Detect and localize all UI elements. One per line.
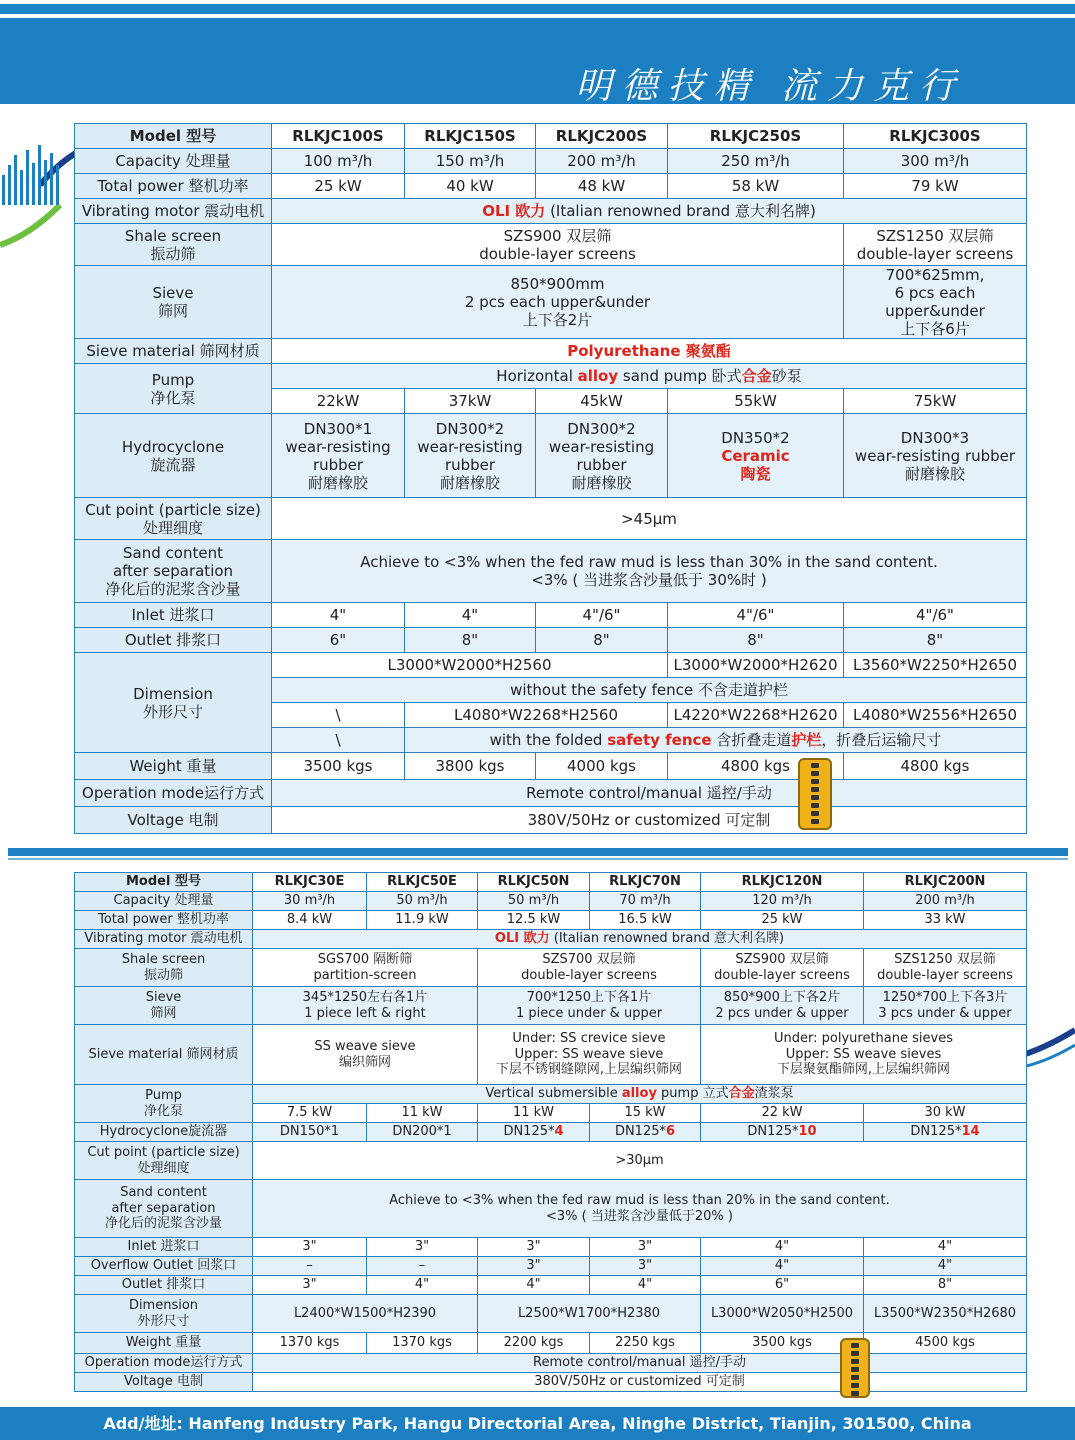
weight-value: 3500 kgs (701, 1333, 864, 1354)
dimension-value: L4220*W2268*H2620 (668, 703, 844, 728)
label-pump: Pump 净化泵 (75, 1085, 253, 1123)
dimension-value: L3000*W2000*H2560 (272, 653, 668, 678)
fence-note-text: 含折叠走道 (711, 731, 792, 749)
dimension-na: \ (272, 728, 405, 753)
voltage-value: 380V/50Hz or customized 可定制 (272, 807, 1027, 834)
shale-screen-value: SZS900 双层筛 double-layer screens (701, 949, 864, 987)
inlet-value: 4" (701, 1238, 864, 1257)
sieve-value: 850*900mm 2 pcs each upper&under 上下各2片 (272, 266, 844, 339)
pump-power: 37kW (405, 389, 536, 414)
inlet-value: 4"/6" (536, 603, 668, 628)
capacity-value: 100 m³/h (272, 149, 405, 174)
model-name: RLKJC200S (536, 124, 668, 149)
hydrocyclone-value: DN200*1 (367, 1123, 478, 1142)
remote-control-icon (840, 1338, 870, 1398)
inlet-value: 4" (405, 603, 536, 628)
label-sand-content: Sand content after separation 净化后的泥浆含沙量 (75, 540, 272, 603)
inlet-value: 3" (367, 1238, 478, 1257)
power-value: 48 kW (536, 174, 668, 199)
dimension-value: L2400*W1500*H2390 (253, 1295, 478, 1333)
dimension-note: without the safety fence 不含走道护栏 (272, 678, 1027, 703)
pump-type-text: pump 立式 (656, 1086, 729, 1102)
label-sieve: Sieve 筛网 (75, 987, 253, 1025)
label-sieve-material: Sieve material 筛网材质 (75, 339, 272, 364)
capacity-value: 30 m³/h (253, 892, 367, 911)
outlet-value: 6" (701, 1276, 864, 1295)
power-value: 58 kW (668, 174, 844, 199)
pump-power: 55kW (668, 389, 844, 414)
pump-type-text: 渣浆泵 (754, 1086, 794, 1102)
pump-power: 7.5 kW (253, 1104, 367, 1123)
dimension-value: L4080*W2268*H2560 (405, 703, 668, 728)
outlet-value: 8" (405, 628, 536, 653)
power-value: 33 kW (864, 911, 1027, 930)
dimension-na: \ (272, 703, 405, 728)
model-name: RLKJC300S (844, 124, 1027, 149)
label-capacity: Capacity 处理量 (75, 892, 253, 911)
label-cut-point: Cut point (particle size) 处理细度 (75, 498, 272, 540)
sieve-value: 700*1250上下各1片 1 piece under & upper (478, 987, 701, 1025)
dimension-value: L3560*W2250*H2650 (844, 653, 1027, 678)
capacity-value: 250 m³/h (668, 149, 844, 174)
label-outlet: Outlet 排浆口 (75, 1276, 253, 1295)
power-value: 12.5 kW (478, 911, 590, 930)
brand-name: OLI 欧力 (482, 202, 546, 220)
sieve-value: 850*900上下各2片 2 pcs under & upper (701, 987, 864, 1025)
hydrocyclone-count: 6 (666, 1124, 676, 1140)
fence-highlight: safety fence (607, 731, 712, 749)
label-sand-content: Sand content after separation 净化后的泥浆含沙量 (75, 1180, 253, 1238)
weight-value: 4800 kgs (668, 753, 844, 780)
pump-power: 75kW (844, 389, 1027, 414)
pump-type-text: 砂泵 (771, 367, 802, 385)
shale-screen-value: SZS1250 双层筛 double-layer screens (864, 949, 1027, 987)
brand-name: OLI 欧力 (494, 931, 550, 947)
vibrating-motor-value (272, 199, 1027, 224)
sieve-material-value: SS weave sieve 编织筛网 (253, 1025, 478, 1085)
company-address: Add/地址: Hanfeng Industry Park, Hangu Directorial Area, Ninghe District, Tianjin, 301500, China (103, 1414, 972, 1433)
hydrocyclone-material: Ceramic 陶瓷 (721, 446, 790, 483)
power-value: 8.4 kW (253, 911, 367, 930)
pump-type-text: sand pump 卧式 (618, 367, 742, 385)
capacity-value: 50 m³/h (367, 892, 478, 911)
capacity-value: 120 m³/h (701, 892, 864, 911)
brand-note: (Italian renowned brand 意大利名牌) (545, 202, 816, 220)
pump-type (272, 364, 1027, 389)
label-operation-mode: Operation mode运行方式 (75, 780, 272, 807)
model-name: RLKJC100S (272, 124, 405, 149)
pump-alloy-highlight: alloy (577, 367, 619, 385)
sand-content-value: Achieve to <3% when the fed raw mud is less than 20% in the sand content. <3% ( 当进浆含沙量低于20% ) (253, 1180, 1027, 1238)
pump-alloy-highlight-cn: 合金 (728, 1086, 755, 1102)
sieve-material-value: Polyurethane 聚氨酯 (272, 339, 1027, 364)
capacity-value: 150 m³/h (405, 149, 536, 174)
outlet-value: 4" (478, 1276, 590, 1295)
hydrocyclone-value (701, 1123, 864, 1142)
dimension-value: L4080*W2556*H2650 (844, 703, 1027, 728)
label-hydrocyclone: Hydrocyclone 旋流器 (75, 414, 272, 498)
hydrocyclone-count: 4 (554, 1124, 564, 1140)
dimension-value: L3000*W2000*H2620 (668, 653, 844, 678)
pump-type-text: Vertical submersible (485, 1086, 622, 1102)
shale-screen-value: SGS700 隔断筛 partition-screen (253, 949, 478, 987)
fence-note-text: ，折叠后运输尺寸 (821, 731, 942, 749)
hydrocyclone-spec: DN350*2 (721, 428, 790, 447)
outlet-value: 8" (844, 628, 1027, 653)
label-inlet: Inlet 进浆口 (75, 603, 272, 628)
outlet-value: 4" (590, 1276, 701, 1295)
capacity-value: 300 m³/h (844, 149, 1027, 174)
pump-power: 22 kW (701, 1104, 864, 1123)
outlet-value: 4" (367, 1276, 478, 1295)
inlet-value: 4"/6" (668, 603, 844, 628)
inlet-value: 4" (272, 603, 405, 628)
weight-value: 1370 kgs (367, 1333, 478, 1354)
hydrocyclone-value (864, 1123, 1027, 1142)
hydrocyclone-count: 14 (961, 1124, 980, 1140)
label-weight: Weight 重量 (75, 753, 272, 780)
sieve-value: 1250*700上下各3片 3 pcs under & upper (864, 987, 1027, 1025)
brand-note: (Italian renowned brand 意大利名牌) (549, 931, 785, 947)
model-name: RLKJC50N (478, 873, 590, 892)
hydrocyclone-spec: DN125* (614, 1124, 666, 1140)
hydrocyclone-spec: DN125* (747, 1124, 799, 1140)
hydrocyclone-value: DN300*2 wear-resisting rubber 耐磨橡胶 (405, 414, 536, 498)
sieve-value: 345*1250左右各1片 1 piece left & right (253, 987, 478, 1025)
model-name: RLKJC250S (668, 124, 844, 149)
label-sieve: Sieve 筛网 (75, 266, 272, 339)
model-name: RLKJC200N (864, 873, 1027, 892)
label-hydrocyclone: Hydrocyclone旋流器 (75, 1123, 253, 1142)
model-name: RLKJC30E (253, 873, 367, 892)
model-name: RLKJC70N (590, 873, 701, 892)
pump-power: 45kW (536, 389, 668, 414)
hydrocyclone-count: 10 (798, 1124, 817, 1140)
capacity-value: 200 m³/h (864, 892, 1027, 911)
pump-type (253, 1085, 1027, 1104)
overflow-value: 3" (478, 1257, 590, 1276)
remote-control-icon (798, 758, 832, 830)
label-capacity: Capacity 处理量 (75, 149, 272, 174)
label-dimension: Dimension 外形尺寸 (75, 653, 272, 753)
hydrocyclone-spec: DN125* (910, 1124, 962, 1140)
label-vibrating-motor: Vibrating motor 震动电机 (75, 930, 253, 949)
pump-power: 15 kW (590, 1104, 701, 1123)
weight-value: 1370 kgs (253, 1333, 367, 1354)
label-weight: Weight 重量 (75, 1333, 253, 1354)
spec-table-small-models (74, 872, 1027, 1392)
inlet-value: 4" (864, 1238, 1027, 1257)
weight-value: 4800 kgs (844, 753, 1027, 780)
label-voltage: Voltage 电制 (75, 807, 272, 834)
header-banner (0, 0, 1075, 107)
footer-address-bar (0, 1407, 1075, 1440)
label-inlet: Inlet 进浆口 (75, 1238, 253, 1257)
cut-point-value: >30μm (253, 1142, 1027, 1180)
dimension-value: L3000*W2050*H2500 (701, 1295, 864, 1333)
model-name: RLKJC120N (701, 873, 864, 892)
spec-table-large-models (74, 123, 1027, 834)
inlet-value: 3" (478, 1238, 590, 1257)
hydrocyclone-spec: DN125* (503, 1124, 555, 1140)
overflow-value: – (253, 1257, 367, 1276)
pump-power: 11 kW (478, 1104, 590, 1123)
dimension-value: L2500*W1700*H2380 (478, 1295, 701, 1333)
hydrocyclone-value (478, 1123, 590, 1142)
label-shale-screen: Shale screen 振动筛 (75, 224, 272, 266)
pump-power: 22kW (272, 389, 405, 414)
capacity-value: 70 m³/h (590, 892, 701, 911)
weight-value: 4000 kgs (536, 753, 668, 780)
banner-top-stripe (0, 4, 1075, 14)
dimension-value: L3500*W2350*H2680 (864, 1295, 1027, 1333)
overflow-value: 4" (701, 1257, 864, 1276)
power-value: 25 kW (701, 911, 864, 930)
sieve-material-value: Under: polyurethane sieves Upper: SS weave sieves 下层聚氨酯筛网,上层编织筛网 (701, 1025, 1027, 1085)
capacity-value: 200 m³/h (536, 149, 668, 174)
overflow-value: 3" (590, 1257, 701, 1276)
inlet-value: 3" (253, 1238, 367, 1257)
label-sieve-material: Sieve material 筛网材质 (75, 1025, 253, 1085)
operation-mode-value: Remote control/manual 遥控/手动 (253, 1354, 1027, 1373)
model-name: RLKJC150S (405, 124, 536, 149)
label-total-power: Total power 整机功率 (75, 911, 253, 930)
pump-type-text: Horizontal (496, 367, 578, 385)
weight-value: 4500 kgs (864, 1333, 1027, 1354)
overflow-value: 4" (864, 1257, 1027, 1276)
inlet-value: 4"/6" (844, 603, 1027, 628)
outlet-value: 3" (253, 1276, 367, 1295)
banner-band (0, 18, 1075, 107)
shale-screen-value: SZS700 双层筛 double-layer screens (478, 949, 701, 987)
outlet-value: 8" (864, 1276, 1027, 1295)
power-value: 25 kW (272, 174, 405, 199)
sand-content-value: Achieve to <3% when the fed raw mud is less than 30% in the sand content. <3% ( 当进浆含沙量低于 30%时 ) (272, 540, 1027, 603)
label-model: Model 型号 (75, 124, 272, 149)
hydrocyclone-value (590, 1123, 701, 1142)
label-pump: Pump 净化泵 (75, 364, 272, 414)
section-separator-line (8, 858, 1068, 860)
pump-power: 30 kW (864, 1104, 1027, 1123)
label-dimension: Dimension 外形尺寸 (75, 1295, 253, 1333)
label-operation-mode: Operation mode运行方式 (75, 1354, 253, 1373)
model-name: RLKJC50E (367, 873, 478, 892)
outlet-value: 8" (536, 628, 668, 653)
weight-value: 3800 kgs (405, 753, 536, 780)
power-value: 11.9 kW (367, 911, 478, 930)
label-voltage: Voltage 电制 (75, 1373, 253, 1392)
section-separator (8, 848, 1068, 856)
outlet-value: 6" (272, 628, 405, 653)
power-value: 16.5 kW (590, 911, 701, 930)
label-model: Model 型号 (75, 873, 253, 892)
weight-value: 3500 kgs (272, 753, 405, 780)
hydrocyclone-value: DN150*1 (253, 1123, 367, 1142)
operation-mode-value: Remote control/manual 遥控/手动 (272, 780, 1027, 807)
vibrating-motor-value (253, 930, 1027, 949)
shale-screen-value: SZS900 双层筛 double-layer screens (272, 224, 844, 266)
pump-alloy-highlight-cn: 合金 (741, 367, 772, 385)
voltage-value: 380V/50Hz or customized 可定制 (253, 1373, 1027, 1392)
shale-screen-value: SZS1250 双层筛 double-layer screens (844, 224, 1027, 266)
label-outlet: Outlet 排浆口 (75, 628, 272, 653)
cut-point-value: >45μm (272, 498, 1027, 540)
power-value: 40 kW (405, 174, 536, 199)
sieve-value: 700*625mm, 6 pcs each upper&under 上下各6片 (844, 266, 1027, 339)
overflow-value: – (367, 1257, 478, 1276)
label-cut-point: Cut point (particle size) 处理细度 (75, 1142, 253, 1180)
label-total-power: Total power 整机功率 (75, 174, 272, 199)
label-vibrating-motor: Vibrating motor 震动电机 (75, 199, 272, 224)
outlet-value: 8" (668, 628, 844, 653)
weight-value: 2200 kgs (478, 1333, 590, 1354)
power-value: 79 kW (844, 174, 1027, 199)
dimension-note-fence (405, 728, 1027, 753)
label-shale-screen: Shale screen 振动筛 (75, 949, 253, 987)
label-overflow-outlet: Overflow Outlet 回浆口 (75, 1257, 253, 1276)
fence-note-text: with the folded (489, 731, 608, 749)
hydrocyclone-value (668, 414, 844, 498)
hydrocyclone-value: DN300*1 wear-resisting rubber 耐磨橡胶 (272, 414, 405, 498)
capacity-value: 50 m³/h (478, 892, 590, 911)
hydrocyclone-value: DN300*2 wear-resisting rubber 耐磨橡胶 (536, 414, 668, 498)
sieve-material-value: Under: SS crevice sieve Upper: SS weave sieve 下层不锈钢缝隙网,上层编织筛网 (478, 1025, 701, 1085)
inlet-value: 3" (590, 1238, 701, 1257)
company-slogan: 明德技精 流力克行 (575, 66, 965, 107)
hydrocyclone-value: DN300*3 wear-resisting rubber 耐磨橡胶 (844, 414, 1027, 498)
fence-highlight-cn: 护栏 (791, 731, 822, 749)
pump-power: 11 kW (367, 1104, 478, 1123)
weight-value: 2250 kgs (590, 1333, 701, 1354)
pump-alloy-highlight: alloy (621, 1086, 657, 1102)
